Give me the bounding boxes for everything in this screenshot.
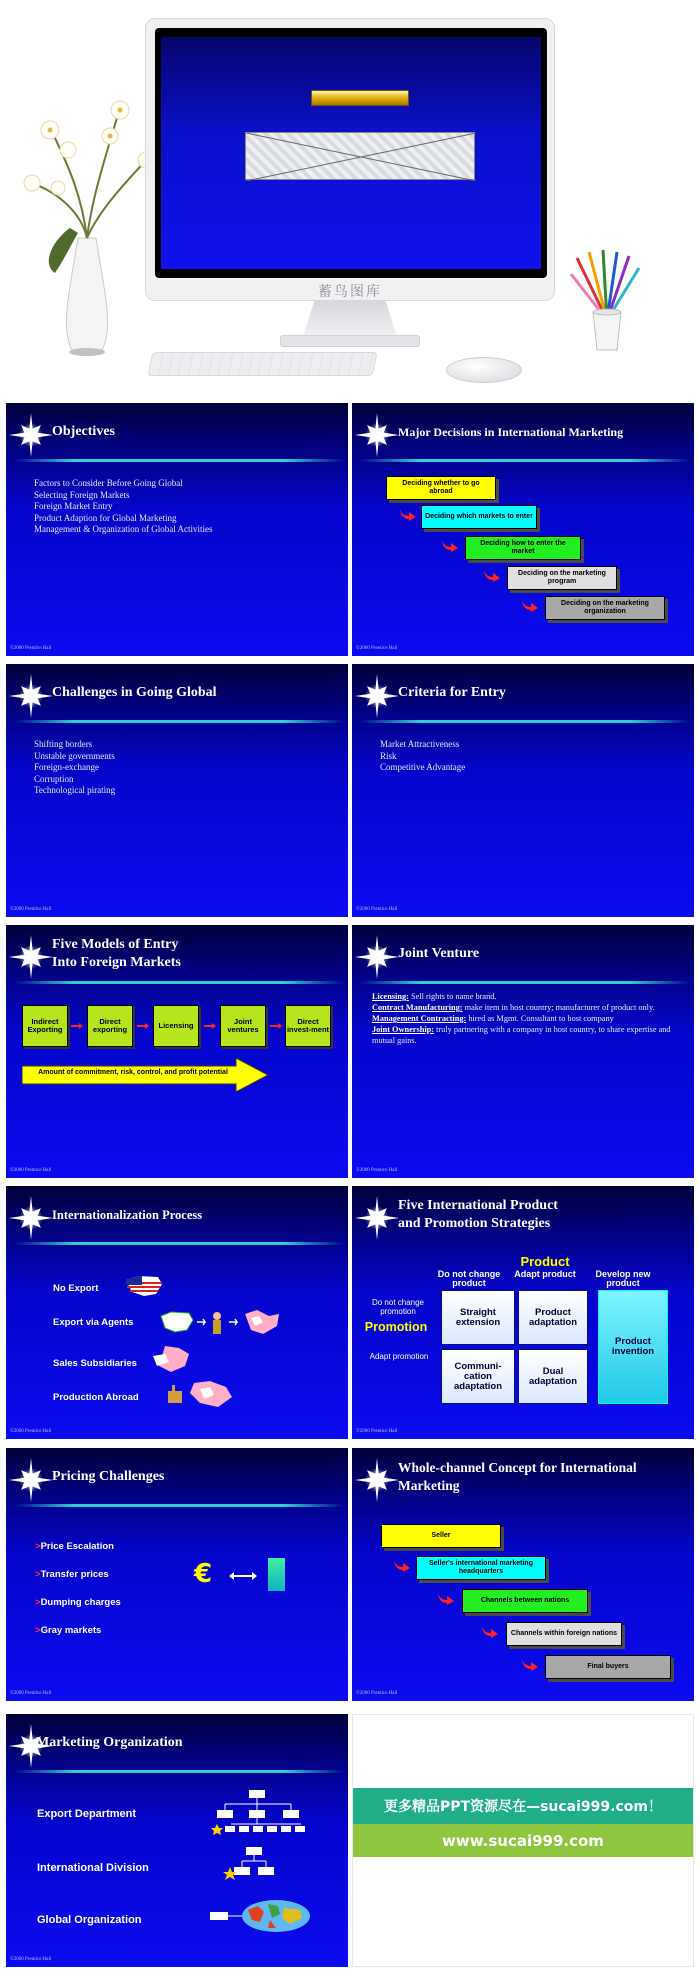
- star-icon: [355, 1196, 399, 1240]
- step-box: Seller: [381, 1524, 501, 1548]
- strategy-cell: Dual adaptation: [518, 1349, 588, 1404]
- column-header: Adapt product: [514, 1269, 576, 1279]
- red-arrow-icon: [442, 540, 458, 552]
- step-box: Deciding how to enter the market: [465, 536, 581, 560]
- model-box: Direct exporting: [87, 1005, 133, 1047]
- step-box: Deciding whether to go abroad: [386, 476, 496, 500]
- title-line: and Promotion Strategies: [398, 1216, 551, 1231]
- copyright: ©2000 Prentice Hall: [10, 1168, 52, 1173]
- slide-challenges: [6, 664, 348, 917]
- list-item: Product Adaption for Global Marketing: [34, 512, 177, 523]
- list-item: [35, 1597, 121, 1608]
- star-icon: [9, 935, 53, 979]
- term: Contract Manufacturing:: [372, 1003, 463, 1012]
- model-box: Indirect Exporting: [22, 1005, 68, 1047]
- red-arrow-icon: [438, 1593, 454, 1605]
- copyright: ©2000 Prentice Hall: [356, 1168, 398, 1173]
- title-line: Into Foreign Markets: [52, 955, 181, 970]
- strategy-cell: Straight extension: [441, 1290, 515, 1345]
- org-type-label: Global Organization: [37, 1914, 142, 1926]
- strategy-cell: Communi-cation adaptation: [441, 1349, 515, 1404]
- bullet-marker: >: [35, 1597, 41, 1608]
- slide-major-decisions: [352, 403, 694, 656]
- slide-criteria: [352, 664, 694, 917]
- column-header: Develop new product: [595, 1269, 651, 1288]
- step-box: Seller's international marketing headquarters: [416, 1556, 546, 1580]
- monitor-slide-preview: [161, 37, 541, 269]
- copyright: ©2000 Prentice Hall: [356, 907, 398, 912]
- us-flag-map-icon: [124, 1274, 164, 1298]
- slide-title: Internationalization Process: [52, 1208, 203, 1222]
- copyright: ©2000 Prentice Hall: [10, 907, 52, 912]
- bullet-marker: >: [35, 1625, 41, 1636]
- definition: Sell rights to name brand.: [410, 992, 497, 1001]
- definition-licensing: [372, 991, 684, 1002]
- strategy-cell: Product adaptation: [518, 1290, 588, 1345]
- bullet-marker: >: [35, 1541, 41, 1552]
- keyboard: [147, 352, 377, 376]
- copyright: ©2000 Prentice Hall: [10, 1957, 52, 1962]
- slide-title: [52, 936, 342, 972]
- slide-title: Criteria for Entry: [398, 685, 506, 700]
- title-divider: [360, 981, 690, 984]
- bullet-list: [34, 478, 334, 536]
- red-arrow-icon: [204, 1023, 216, 1029]
- bullet-list: [380, 739, 680, 774]
- slide-marketing-organization: [6, 1714, 348, 1967]
- item-text: Transfer prices: [40, 1569, 109, 1580]
- slide-product-strategies: [352, 1186, 694, 1439]
- list-item: Selecting Foreign Markets: [34, 489, 130, 500]
- currency-bill-icon: [268, 1558, 285, 1591]
- list-item: Technological pirating: [34, 785, 116, 795]
- slide-objectives: [6, 403, 348, 656]
- strategy-cell: Product invention: [598, 1290, 668, 1404]
- definition-contract: [372, 1002, 684, 1013]
- slide-title: Major Decisions in International Marketing: [398, 425, 624, 439]
- slide-pricing: [6, 1448, 348, 1701]
- list-item: Factors to Consider Before Going Global: [34, 478, 183, 488]
- step-box: Final buyers: [545, 1655, 671, 1679]
- title-divider: [14, 1504, 344, 1507]
- term: Licensing:: [372, 992, 409, 1001]
- red-arrow-icon: [270, 1023, 282, 1029]
- title-placeholder-bar: [311, 90, 409, 106]
- definition-management: [372, 1013, 684, 1024]
- image-placeholder: [245, 132, 475, 180]
- definitions-text: [372, 991, 684, 1046]
- list-item: [35, 1569, 109, 1580]
- list-item: Management & Organization of Global Activities: [34, 524, 213, 534]
- list-item: Risk: [380, 750, 397, 761]
- red-arrow-icon: [522, 600, 538, 612]
- arrow-label: Amount of commitment, risk, control, and profit potential: [38, 1069, 228, 1076]
- step-box: Channels between nations: [462, 1589, 588, 1613]
- red-arrow-icon: [137, 1023, 149, 1029]
- copyright: ©2000 Prentice Hall: [10, 1691, 52, 1696]
- list-item: Foreign Market Entry: [34, 501, 113, 511]
- model-box: Joint ventures: [220, 1005, 266, 1047]
- stage-label: No Export: [53, 1283, 99, 1294]
- step-box: Deciding which markets to enter: [421, 505, 537, 529]
- copyright: ©2000 Prentice Hall: [10, 646, 52, 651]
- step-box: Deciding on the marketing program: [507, 566, 617, 590]
- red-arrow-icon: [394, 1560, 410, 1572]
- red-arrow-icon: [71, 1023, 83, 1029]
- export-agents-icon: [159, 1308, 284, 1340]
- red-arrow-icon: [522, 1659, 538, 1671]
- copyright: ©2000 Prentice Hall: [356, 646, 398, 651]
- watermark-text: 蓄鸟图库: [318, 284, 382, 300]
- pencil-cup-illustration: [567, 250, 647, 365]
- division-chart-icon: [222, 1845, 282, 1885]
- star-icon: [355, 935, 399, 979]
- mouse: [446, 357, 522, 383]
- star-icon: [355, 413, 399, 457]
- definition: truly partnering with a company in host country, to share expertise and mutual gains.: [372, 1025, 671, 1045]
- slide-title: Objectives: [52, 424, 115, 439]
- red-arrow-icon: [484, 570, 500, 582]
- slide-five-models: [6, 925, 348, 1178]
- red-arrow-icon: [482, 1626, 498, 1638]
- bullet-list: [34, 739, 334, 797]
- slide-title: Challenges in Going Global: [52, 685, 217, 700]
- slide-title: Joint Venture: [398, 946, 480, 961]
- flower-vase-illustration: [10, 88, 160, 365]
- model-box: Licensing: [153, 1005, 199, 1047]
- title-line: Five International Product: [398, 1198, 558, 1213]
- slide-title: [398, 1197, 688, 1233]
- red-arrow-icon: [400, 509, 416, 521]
- step-box: Channels within foreign nations: [506, 1622, 622, 1646]
- row-header: Do not change promotion: [371, 1298, 425, 1316]
- promo-banner: [352, 1714, 694, 1967]
- bullet-marker: >: [35, 1569, 41, 1580]
- promo-headline: 更多精品PPT资源尽在—sucai999.com！: [353, 1788, 693, 1824]
- title-divider: [14, 720, 344, 723]
- stage-label: Production Abroad: [53, 1392, 139, 1403]
- slide-whole-channel: [352, 1448, 694, 1701]
- monitor: [145, 18, 555, 301]
- item-text: Dumping charges: [40, 1597, 121, 1608]
- model-box: Direct invest-ment: [285, 1005, 331, 1047]
- slide-title: Marketing Organization: [36, 1735, 183, 1750]
- list-item: Competitive Advantage: [380, 762, 466, 772]
- euro-icon: €: [194, 1559, 213, 1589]
- star-icon: [9, 674, 53, 718]
- title-divider: [14, 1770, 344, 1773]
- sales-subsidiaries-icon: [151, 1344, 196, 1374]
- title-divider: [360, 720, 690, 723]
- definition-ownership: [372, 1024, 684, 1046]
- copyright: ©2000 Prentice Hall: [356, 1429, 398, 1434]
- stage-label: Export via Agents: [53, 1317, 134, 1328]
- list-item: [35, 1541, 114, 1552]
- list-item: Market Attractiveness: [380, 739, 460, 749]
- definition: hired as Mgmt. Consultant to host company: [468, 1014, 614, 1023]
- term: Joint Ownership:: [372, 1025, 435, 1034]
- title-divider: [360, 459, 690, 462]
- item-text: Gray markets: [40, 1625, 102, 1636]
- list-item: Shifting borders: [34, 739, 93, 749]
- title-divider: [14, 981, 344, 984]
- item-text: Price Escalation: [40, 1541, 114, 1552]
- title-line: Five Models of Entry: [52, 937, 179, 952]
- slide-joint-venture: [352, 925, 694, 1178]
- monitor-base: [280, 335, 420, 347]
- star-icon: [355, 674, 399, 718]
- star-icon: [9, 1196, 53, 1240]
- double-arrow-icon: [229, 1572, 257, 1580]
- slide-internationalization: [6, 1186, 348, 1439]
- list-item: Unstable governments: [34, 750, 115, 761]
- list-item: Foreign-exchange: [34, 762, 99, 772]
- star-icon: [9, 1458, 53, 1502]
- definition: make item in host country; manufacturer of product only.: [464, 1003, 655, 1012]
- product-axis-label: Product: [520, 1254, 570, 1269]
- promo-url[interactable]: www.sucai999.com: [353, 1824, 693, 1857]
- org-type-label: Export Department: [37, 1808, 137, 1820]
- slide-title: Pricing Challenges: [52, 1469, 165, 1484]
- title-divider: [14, 1242, 344, 1245]
- star-icon: [9, 413, 53, 457]
- monitor-stand: [303, 301, 397, 337]
- title-divider: [14, 459, 344, 462]
- star-icon: [355, 1458, 399, 1502]
- step-box: Deciding on the marketing organization: [545, 596, 665, 620]
- slide-title: Whole-channel Concept for International Marketing: [398, 1460, 637, 1493]
- hero-mockup: [0, 0, 700, 395]
- column-header: Do not change product: [437, 1269, 501, 1288]
- list-item: Corruption: [34, 773, 74, 784]
- org-chart-icon: [211, 1788, 311, 1840]
- row-header: Adapt promotion: [369, 1352, 429, 1361]
- org-type-label: International Division: [37, 1862, 149, 1874]
- copyright: ©2000 Prentice Hall: [10, 1429, 52, 1434]
- list-item: [35, 1625, 101, 1636]
- globe-map-icon: [206, 1898, 316, 1934]
- term: Management Contracting:: [372, 1014, 467, 1023]
- promotion-axis-label: Promotion: [364, 1320, 428, 1334]
- stage-label: Sales Subsidiaries: [53, 1358, 137, 1369]
- monitor-screen: [155, 28, 547, 278]
- copyright: ©2000 Prentice Hall: [356, 1691, 398, 1696]
- production-abroad-icon: [166, 1379, 236, 1409]
